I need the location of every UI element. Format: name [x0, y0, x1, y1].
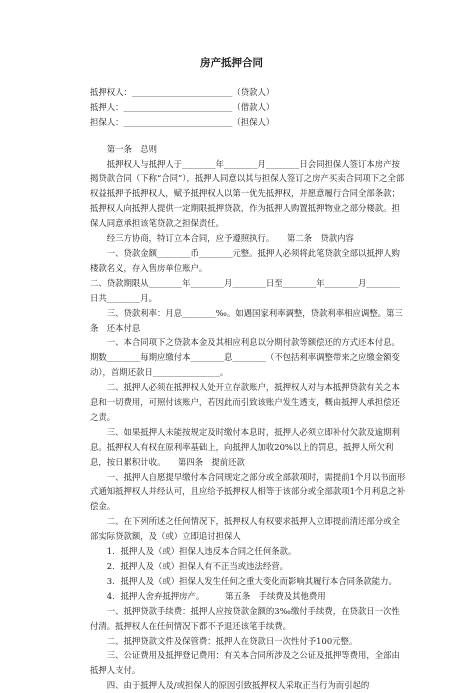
paragraph: 三、公证费用及抵押登记费用：有关本合同所涉及之公证及抵押等费用，全部由抵押人支付。	[90, 650, 400, 676]
paragraph: 三、贷款利率：月息________‰。如遇国家利率调整，贷款利率相应调整。第三条 还本付息	[90, 307, 403, 333]
paragraph: 三、如果抵押人未能按规定及时缴付本息时，抵押人必须立即补付欠款及逾期利息。抵押权人有权在原利率基础上，向抵押人加收20%以上的罚息，抵押人所欠利息，按日累积计收。 第四条 提前还款	[90, 426, 400, 467]
article-1-heading: 第一条 总则	[106, 143, 158, 154]
paragraph: 经三方协商，特订立本合同，应予遵照执行。 第二条 贷款内容	[106, 233, 354, 244]
list-item: 4．抵押人舍弃抵押房产。 第五条 手续费及其他费用	[106, 590, 326, 601]
list-item: 3．抵押人及（或）担保人发生任何之重大变化而影响其履行本合同条款能力。	[106, 575, 397, 586]
document-title: 房产抵押合同	[200, 57, 263, 69]
paragraph: 四、由于抵押人及/或担保人的原因引致抵押权人采取正当行为而引起的	[106, 680, 370, 691]
paragraph: 二、抵押人必须在抵押权人处开立存款账户，抵押权人对与本抵押贷款有关之本息和一切费用，可照付该账户，若因此而引致该账户发生透支，概由抵押人承担偿还之责。	[90, 382, 400, 422]
paragraph: 二、抵押贷款文件及保管费：抵押人在贷款日一次性付予100元整。	[106, 635, 358, 646]
paragraph: 二、贷款期限从________年________月________日至________年________月________日共________月。	[90, 277, 400, 303]
paragraph: 一、抵押人自愿提早缴付本合同规定之部分或全部款项时，需提前1个月以书面形式通知抵押权人并经认可，且应给予抵押权人相等于该部分或全部款项1个月利息之补偿金。	[90, 471, 406, 512]
list-item: 2．抵押人及（或）担保人有不正当或违法经营。	[106, 561, 288, 571]
party-mortgagee: 抵押权人：________________________（贷款人）	[90, 86, 275, 97]
contract-body	[90, 142, 407, 693]
paragraph: 一、抵押贷款手续费：抵押人应按贷款金额的3‰缴付手续费，在贷款日一次性付清。抵押权人在任何情况下都不予退还该笔手续费。	[90, 605, 400, 631]
party-guarantor: 担保人：__________________________（担保人）	[90, 116, 275, 127]
paragraph: 一、本合同项下之贷款本金及其相应利息以分期付款等额偿还的方式还本付息。期数________每期应缴付本________息________（不包括利率调整带来之应缴金额变动），首期还款日________________。	[90, 337, 400, 378]
paragraph: 二、在下列所述之任何情况下，抵押权人有权要求抵押人立即提前清还部分或全部实际贷款额，及（或）立即追讨担保人	[90, 516, 400, 542]
paragraph: 一、贷款金额________币________元整。抵押人必须将此笔贷款全部以抵押人购楼款名义，存入售房单位账户。	[90, 247, 400, 273]
parties-block	[90, 85, 407, 130]
party-mortgagor: 抵押人：__________________________（借款人）	[90, 101, 275, 112]
paragraph: 抵押权人与抵押人于________年________月________日会同担保人签订本房产按揭贷款合同（下称“合同”），抵押人同意以其与担保人签订之房产买卖合同项下之全部权益抵押予抵押权人，赋予抵押权人以第一优先抵押权，并愿意履行合同全部条款；抵押权人向抵押人提供一定期限抵押贷款，作为抵押人购置抵押物业之部分楼款。担保人同意承担该笔贷款之担保责任。	[90, 158, 405, 229]
list-item: 1．抵押人及（或）担保人违反本合同之任何条款。	[106, 546, 297, 557]
